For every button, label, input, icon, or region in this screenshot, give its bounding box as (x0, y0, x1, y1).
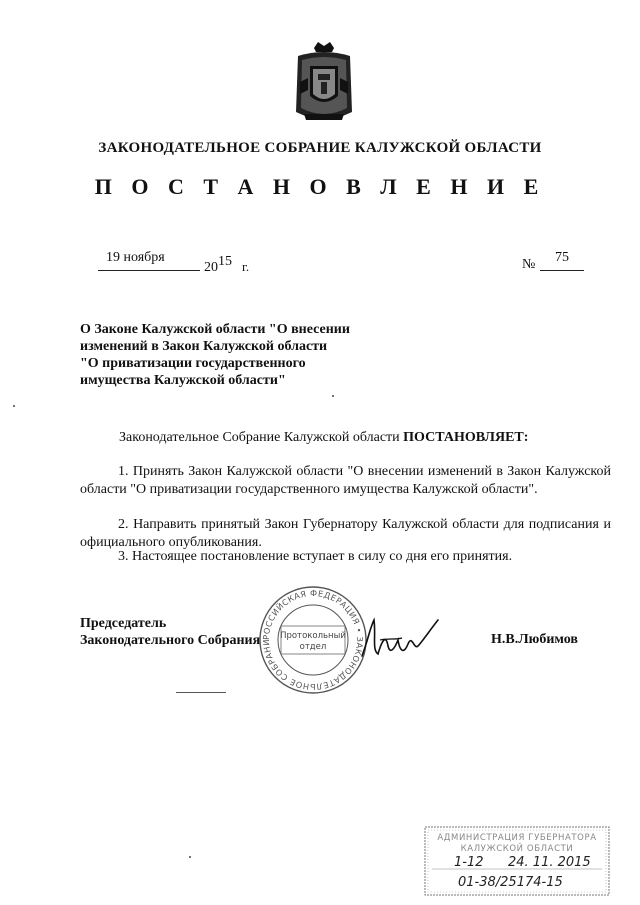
subject-line: "О приватизации государственного (80, 356, 306, 371)
scan-speck (189, 856, 191, 858)
stamp-handwritten-ref: 01-38/25174-15 (458, 875, 563, 890)
year-suffix: 15 (218, 254, 232, 269)
subject-heading (80, 321, 380, 389)
signatory-title-line1: Председатель (80, 616, 167, 631)
preamble-decree-word: ПОСТАНОВЛЯЕТ: (403, 430, 529, 445)
stamp-handwritten-1: 1-12 (454, 855, 484, 870)
coat-of-arms-icon (294, 42, 354, 126)
subject-line: имущества Калужской области" (80, 373, 286, 388)
receipt-stamp-icon (424, 826, 610, 896)
signature-icon (358, 610, 444, 666)
signatory-name: Н.В.Любимов (491, 632, 578, 647)
scan-mark (176, 692, 226, 693)
number-sign: № (522, 257, 536, 272)
preamble (119, 430, 528, 446)
document-type-title: П О С Т А Н О В Л Е Н И Е (94, 174, 546, 199)
stamp-handwritten-date: 24. 11. 2015 (508, 855, 591, 870)
date-field (98, 250, 200, 271)
resolution-item-3: 3. Настоящее постановление вступает в силу со дня его принятия. (118, 549, 513, 564)
resolution-item-1: 1. Принять Закон Калужской области "О внесении изменений в Закон Калужской области "О приватизации государственного имущества Калужской области". (80, 464, 611, 497)
assembly-name: ЗАКОНОДАТЕЛЬНОЕ СОБРАНИЕ КАЛУЖСКОЙ ОБЛАСТИ (98, 140, 542, 156)
year-prefix: 20 (204, 260, 218, 275)
signatory-title-line2: Законодательного Собрания (80, 633, 261, 648)
number-field (540, 250, 584, 271)
seal-inner-line1: Протокольный (280, 631, 346, 641)
year-field (204, 254, 232, 276)
stamp-line2: КАЛУЖСКОЙ ОБЛАСТИ (460, 844, 574, 854)
seal-inner-line2: отдел (299, 642, 327, 652)
seal-icon (257, 584, 369, 696)
resolution-item-2: 2. Направить принятый Закон Губернатору Калужской области для подписания и официального опубликования. (80, 517, 611, 550)
preamble-text: Законодательное Собрание Калужской области (119, 430, 404, 445)
seal-outer-text: РОССИЙСКАЯ ФЕДЕРАЦИЯ • ЗАКОНОДАТЕЛЬНОЕ СОБРАНИ (260, 587, 366, 693)
scan-speck (13, 405, 15, 407)
number-value: 75 (555, 250, 569, 265)
year-abbrev: г. (242, 259, 250, 274)
scan-speck (332, 395, 334, 397)
date-value: 19 ноября (106, 250, 165, 265)
subject-line: О Законе Калужской области "О внесении (80, 322, 350, 337)
subject-line: изменений в Закон Калужской области (80, 339, 328, 354)
stamp-line1: АДМИНИСТРАЦИЯ ГУБЕРНАТОРА (437, 833, 597, 843)
